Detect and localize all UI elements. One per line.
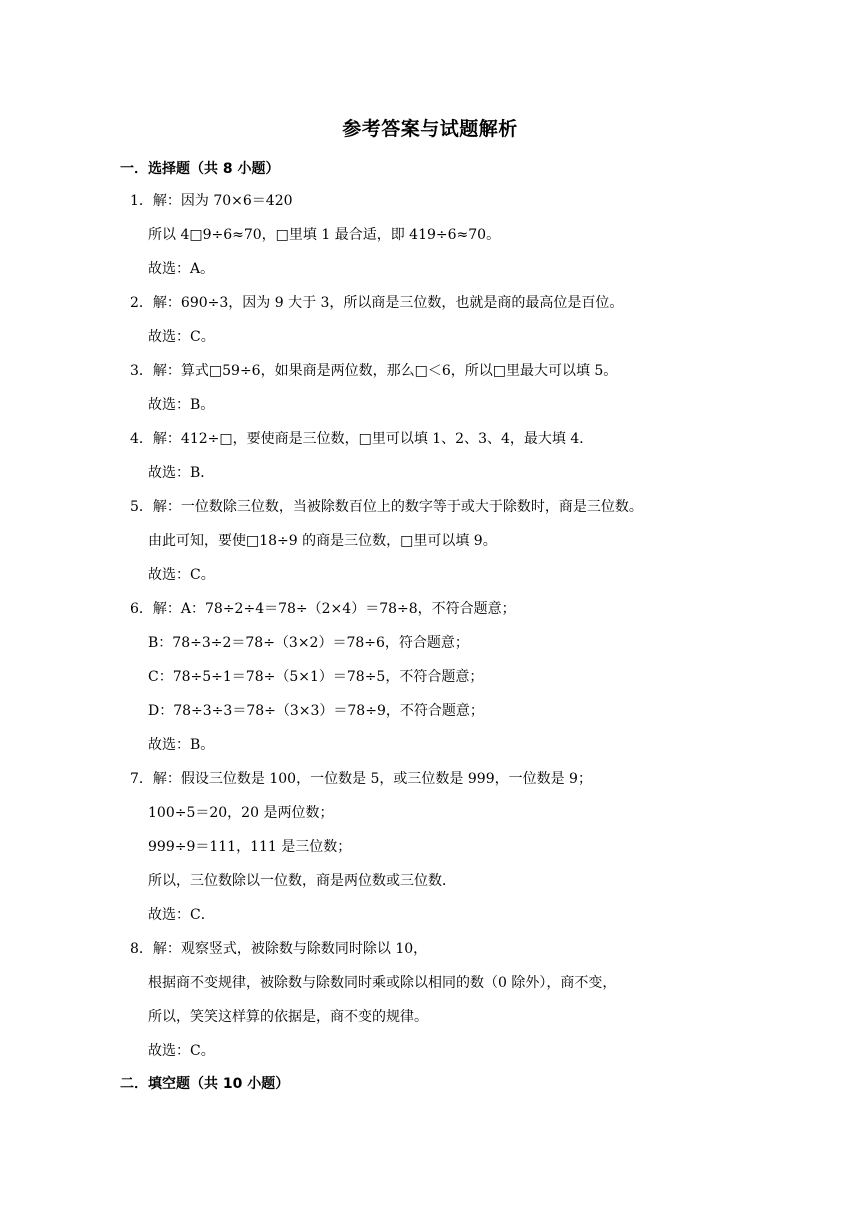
answer-line: 999÷9＝111，111 是三位数； [148,839,352,855]
answer-line: 2．解：690÷3，因为 9 大于 3，所以商是三位数，也就是商的最高位是百位。 [130,295,624,311]
answer-line: 故选：A。 [148,261,215,277]
answer-line: 故选：C． [148,907,215,923]
answer-line: 7．解：假设三位数是 100，一位数是 5，或三位数是 999，一位数是 9； [130,771,592,787]
answer-line: D：78÷3÷3＝78÷（3×3）＝78÷9，不符合题意； [148,703,484,719]
answer-line: 6．解：A：78÷2÷4＝78÷（2×4）＝78÷8，不符合题意； [130,601,516,617]
answer-line: 5．解：一位数除三位数，当被除数百位上的数字等于或大于除数时，商是三位数。 [130,499,643,515]
answer-line: B：78÷3÷2＝78÷（3×2）＝78÷6，符合题意； [148,635,469,651]
answer-line: 由此可知，要使□18÷9 的商是三位数，□里可以填 9。 [148,533,497,549]
answer-line: 8．解：观察竖式，被除数与除数同时除以 10， [130,941,428,957]
answer-line: 所以，笑笑这样算的依据是，商不变的规律。 [148,1009,428,1025]
section-heading-fill: 二．填空题（共 10 小题） [120,1076,290,1092]
answer-line: 根据商不变规律，被除数与除数同时乘或除以相同的数（0 除外），商不变， [148,975,617,991]
answer-line: 故选：B。 [148,397,215,413]
answer-line: 所以 4□9÷6≈70，□里填 1 最合适，即 419÷6≈70。 [148,227,501,243]
section-heading-choice: 一．选择题（共 8 小题） [120,161,280,177]
answer-line: 4．解：412÷□，要使商是三位数，□里可以填 1、2、3、4，最大填 4． [130,431,594,447]
answer-line: 故选：C。 [148,329,215,345]
answer-line: 3．解：算式□59÷6，如果商是两位数，那么□＜6，所以□里最大可以填 5。 [130,363,618,379]
answer-line: 故选：C。 [148,567,215,583]
answer-line: 故选：B． [148,465,215,481]
answer-line: C：78÷5÷1＝78÷（5×1）＝78÷5，不符合题意； [148,669,484,685]
answer-line: 100÷5＝20，20 是两位数； [148,805,334,821]
answer-line: 故选：C。 [148,1043,215,1059]
page-title: 参考答案与试题解析 [342,118,518,140]
answer-line: 1．解：因为 70×6＝420 [130,193,293,209]
answer-line: 所以，三位数除以一位数，商是两位数或三位数． [148,873,456,889]
answer-line: 故选：B。 [148,737,215,753]
